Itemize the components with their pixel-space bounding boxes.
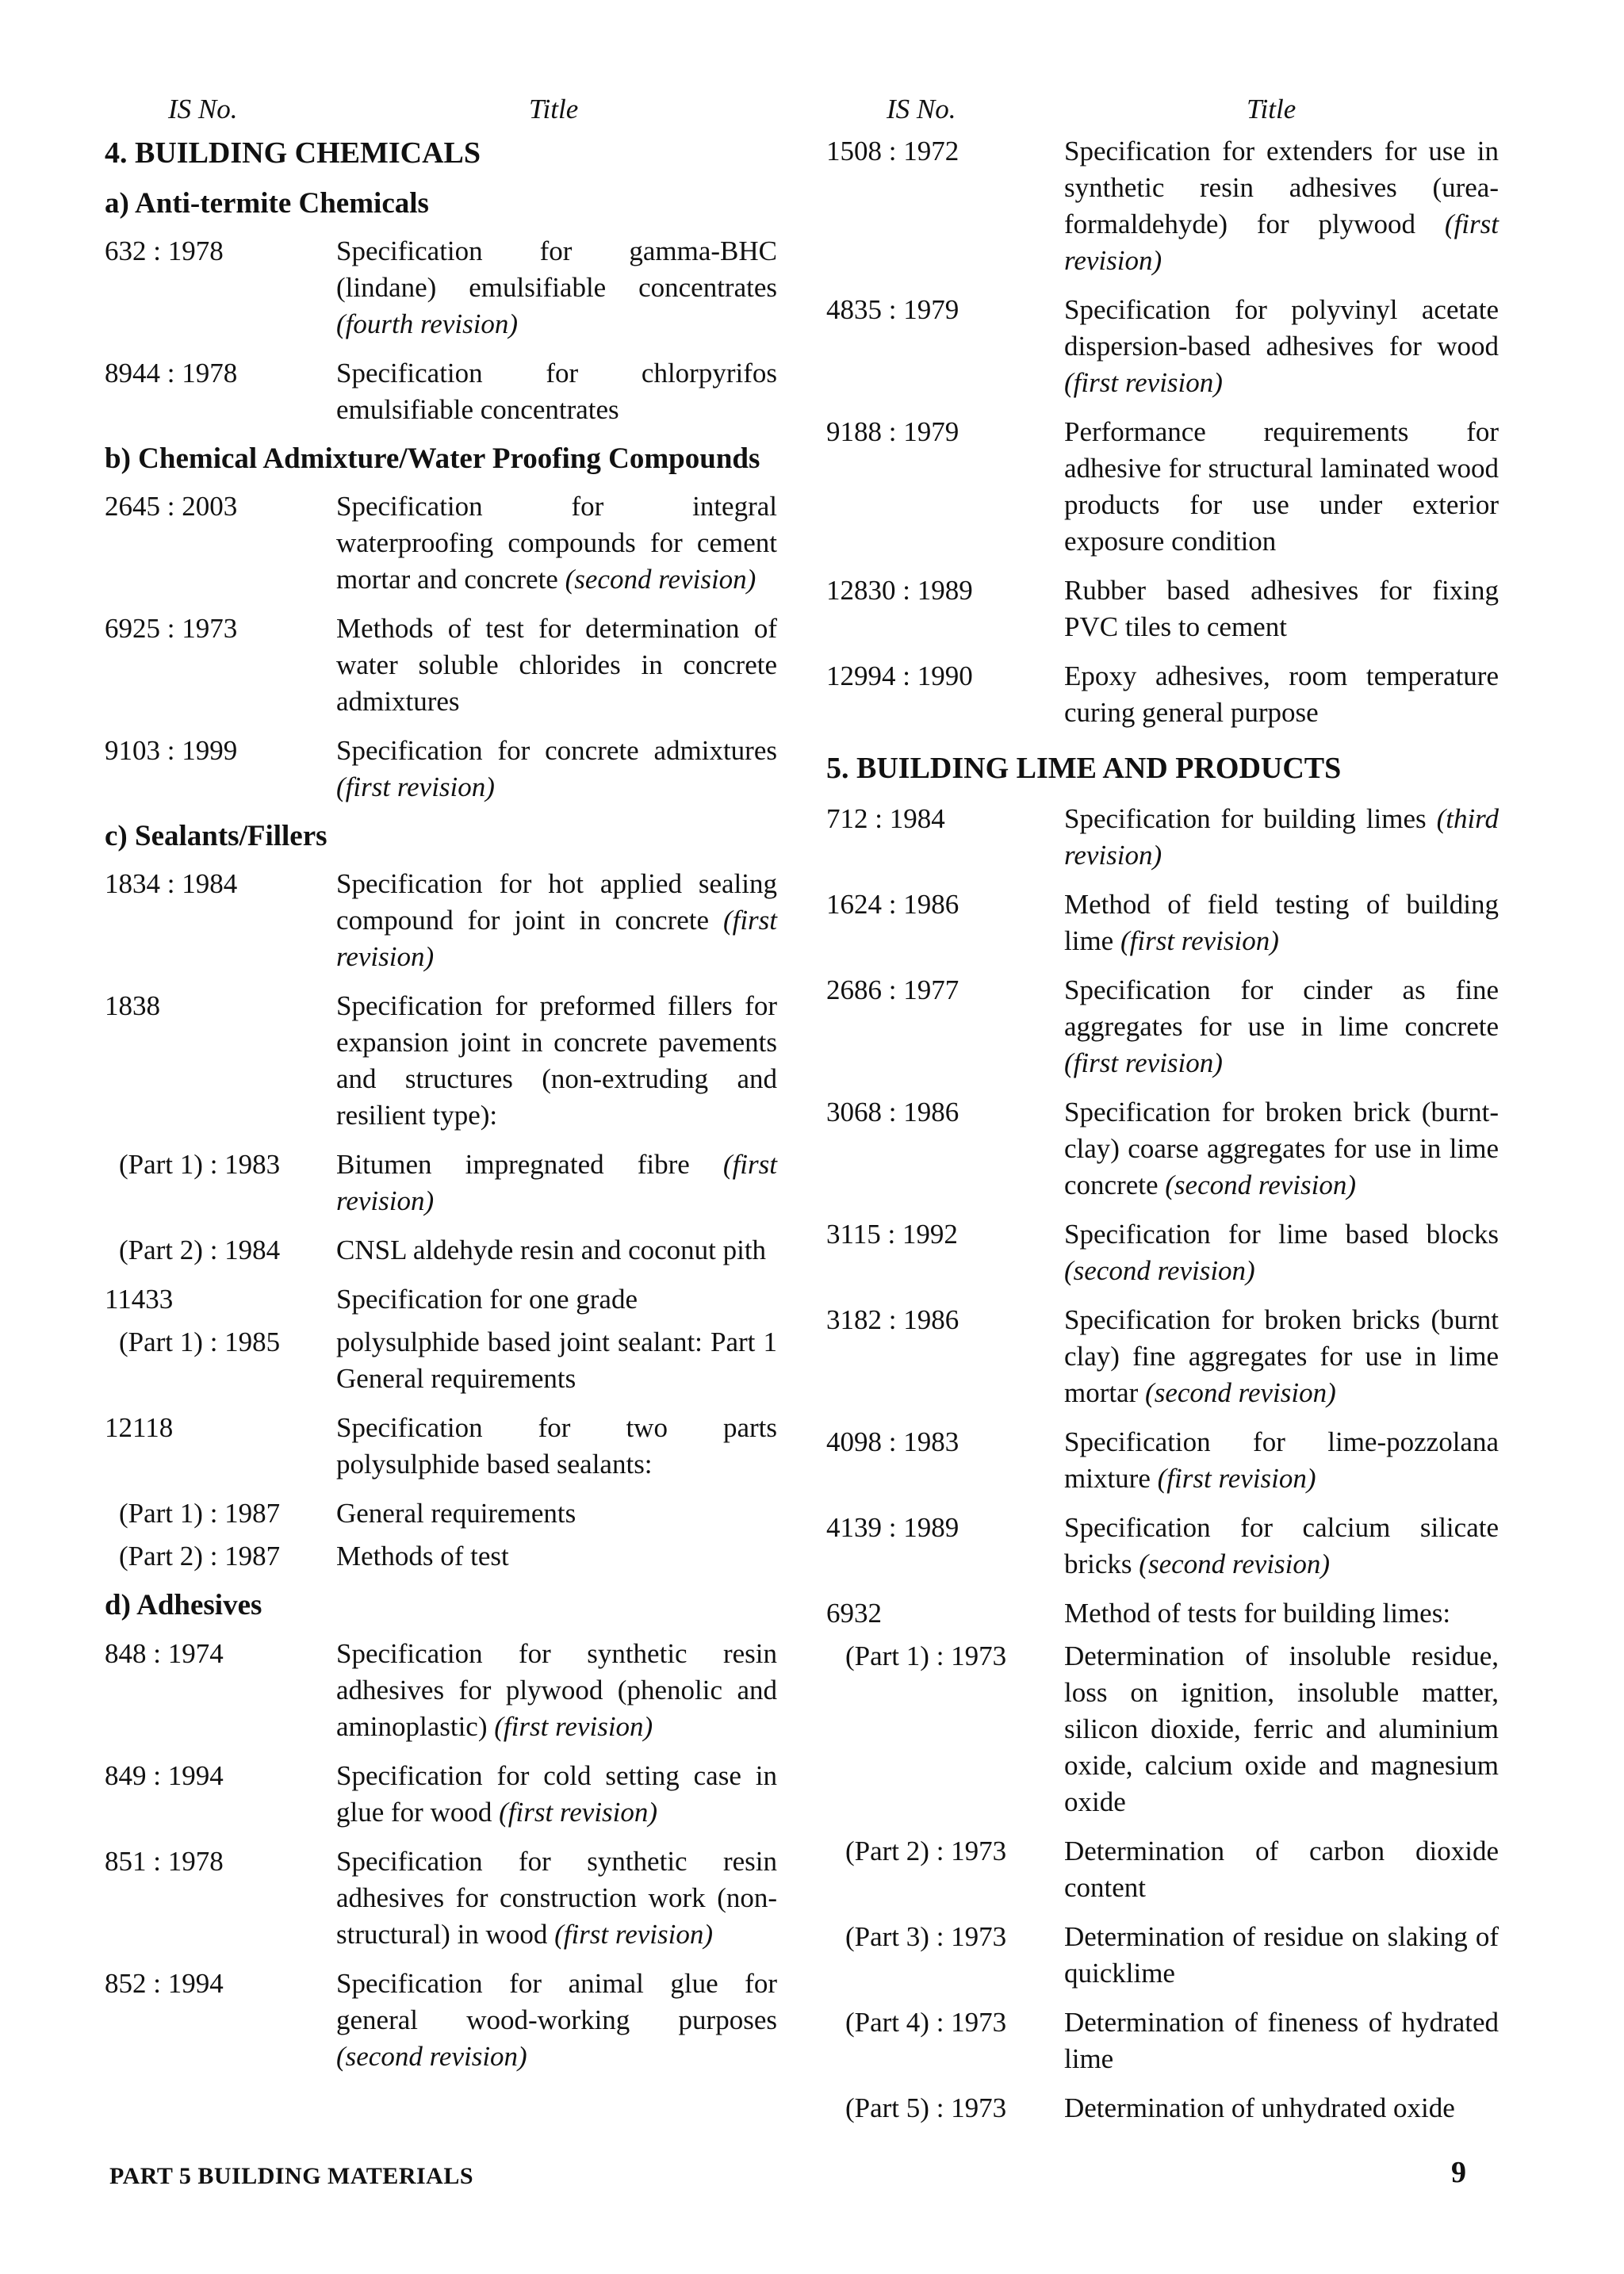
is-number: 3068 : 1986 (826, 1096, 959, 1127)
is-number: 1838 (105, 990, 160, 1022)
standard-title (336, 1147, 777, 1219)
standard-title (1064, 133, 1499, 279)
standard-entry (105, 233, 777, 343)
revision-note: (first revision) (1157, 1462, 1316, 1494)
is-number: 4835 : 1979 (826, 294, 959, 325)
is-number: 1624 : 1986 (826, 888, 959, 920)
title-heading: Title (1247, 94, 1297, 124)
standard-entry (826, 1833, 1499, 1906)
title-text: Specification for calcium silicate bricks (1064, 1511, 1499, 1579)
standard-title (336, 1495, 777, 1532)
title-text: Specification for animal glue for general wood-working purposes (336, 1967, 777, 2035)
subsection-heading: c) Sealants/Fillers (105, 820, 327, 852)
standard-title (336, 488, 777, 598)
standard-title (1064, 1216, 1499, 1289)
standard-entry (105, 1966, 777, 2075)
standard-title (336, 355, 777, 428)
section-heading: 4. BUILDING CHEMICALS (105, 136, 481, 170)
is-number: 12830 : 1989 (826, 575, 973, 606)
title-text: Specification for synthetic resin adhesives for plywood (phenolic and aminoplastic) (336, 1637, 777, 1742)
is-number: (Part 2) : 1973 (845, 1835, 1007, 1866)
standard-entry (105, 1324, 777, 1397)
is-number: 6932 (826, 1597, 882, 1629)
revision-note: (first revision) (1064, 1047, 1223, 1078)
standard-entry (105, 1636, 777, 1745)
standard-entry (826, 2004, 1499, 2077)
title-text: Specification for broken brick (burnt-clay) coarse aggregates for use in lime concrete (1064, 1096, 1499, 1200)
title-text: polysulphide based joint sealant: Part 1 General requirements (336, 1326, 777, 1395)
standard-title (1064, 1595, 1499, 1632)
title-text: General requirements (336, 1498, 576, 1529)
standard-title (336, 1232, 777, 1269)
revision-note: (first revision) (336, 771, 495, 802)
column-header (826, 94, 1499, 133)
subsection-heading: b) Chemical Admixture/Water Proofing Compounds (105, 442, 760, 475)
is-number: (Part 1) : 1985 (119, 1326, 281, 1358)
standard-title (1064, 2090, 1499, 2127)
title-text: Specification for lime based blocks (1064, 1218, 1499, 1250)
revision-note: (second revision) (1064, 1254, 1255, 1286)
standard-title (336, 1324, 777, 1397)
standard-title (1064, 572, 1499, 645)
is-number: (Part 1) : 1973 (845, 1640, 1007, 1671)
standard-entry (826, 1424, 1499, 1497)
is-number: 848 : 1974 (105, 1637, 224, 1669)
is-number: 851 : 1978 (105, 1845, 224, 1877)
standard-entry (105, 1147, 777, 1219)
title-text: Epoxy adhesives, room temperature curing general purpose (1064, 660, 1499, 728)
is-no-heading: IS No. (887, 94, 956, 124)
page-number: 9 (1451, 2156, 1466, 2189)
title-text: Method of field testing of building lime (1064, 888, 1499, 956)
title-text: Rubber based adhesives for fixing PVC tiles to cement (1064, 575, 1499, 642)
standard-title (1064, 972, 1499, 1081)
standard-entry (105, 355, 777, 428)
is-number: 849 : 1994 (105, 1759, 224, 1791)
title-text: Specification for extenders for use in synthetic resin adhesives (urea-formaldehyde) for plywood (1064, 136, 1499, 239)
title-text: Specification for hot applied sealing compound for joint in concrete (336, 868, 777, 936)
standard-title (336, 1410, 777, 1483)
footer-label: PART 5 BUILDING MATERIALS (109, 2163, 474, 2189)
standard-title (1064, 801, 1499, 874)
title-text: Determination of carbon dioxide content (1064, 1835, 1499, 1903)
standard-entry (105, 488, 777, 598)
left-groups (105, 186, 777, 2075)
title-text: Specification for broken bricks (burnt clay) fine aggregates for use in lime mortar (1064, 1304, 1499, 1408)
is-number: 12118 (105, 1412, 174, 1444)
is-number: 1508 : 1972 (826, 136, 959, 167)
revision-note: (second revision) (565, 564, 756, 595)
subsection-heading: d) Adhesives (105, 1589, 262, 1622)
standard-entry (826, 801, 1499, 874)
title-text: Specification for preformed fillers for expansion joint in concrete pavements and structures (non-extruding and resilient type): (336, 990, 777, 1131)
title-text: Specification for cinder as fine aggregates for use in lime concrete (1064, 974, 1499, 1042)
standard-entry (826, 886, 1499, 959)
standard-title (1064, 414, 1499, 560)
revision-note: (second revision) (1165, 1169, 1356, 1200)
title-text: Specification for integral waterproofing compounds for cement mortar and concrete (336, 491, 777, 595)
standard-title (336, 1281, 777, 1318)
standard-entry (826, 572, 1499, 645)
standard-entry (826, 658, 1499, 731)
title-text: Bitumen impregnated fibre (336, 1149, 690, 1181)
title-text: Specification for one grade (336, 1284, 638, 1315)
standard-title (1064, 658, 1499, 731)
column-header (105, 94, 777, 133)
revision-note: (second revision) (1145, 1376, 1336, 1408)
is-number: 9103 : 1999 (105, 735, 238, 766)
subsection-heading: a) Anti-termite Chemicals (105, 186, 429, 220)
title-text: Methods of test for determination of water soluble chlorides in concrete admixtures (336, 613, 777, 717)
title-text: Determination of residue on slaking of quicklime (1064, 1920, 1499, 1989)
is-number: 3115 : 1992 (826, 1218, 958, 1250)
standard-entry (826, 1638, 1499, 1820)
is-number: 12994 : 1990 (826, 660, 973, 691)
standard-entry (826, 1595, 1499, 1632)
revision-note: (first revision) (499, 1796, 658, 1828)
standard-entry (105, 1281, 777, 1318)
is-number: 1834 : 1984 (105, 868, 238, 900)
revision-note: (first revision) (336, 905, 778, 973)
standard-title (1064, 1833, 1499, 1906)
title-text: Determination of insoluble residue, loss on ignition, insoluble matter, silicon dioxide, ferric and aluminium oxide, calcium oxide and magnesium oxide (1064, 1640, 1499, 1817)
standard-entry (826, 1216, 1499, 1289)
revision-note: (first revision) (1064, 209, 1499, 276)
standard-title (336, 1636, 777, 1745)
title-text: Methods of test (336, 1541, 509, 1572)
revision-note: (first revision) (554, 1918, 714, 1950)
title-text: Specification for lime-pozzolana mixture (1064, 1426, 1499, 1494)
is-number: 2686 : 1977 (826, 974, 959, 1005)
title-text: Performance requirements for adhesive for structural laminated wood products for use under exterior exposure condition (1064, 416, 1499, 557)
standard-entry (826, 1510, 1499, 1583)
standard-entry (105, 1538, 777, 1575)
is-number: 3182 : 1986 (826, 1304, 959, 1335)
standard-entry (105, 733, 777, 806)
standard-entry (826, 2090, 1499, 2127)
standard-entry (826, 133, 1499, 279)
standard-entry (105, 1232, 777, 1269)
standard-title (1064, 1424, 1499, 1497)
adhesives-continued-list (826, 133, 1499, 731)
standard-title (1064, 1094, 1499, 1204)
standard-entry (826, 972, 1499, 1081)
revision-note: (fourth revision) (336, 308, 519, 339)
revision-note: (first revision) (336, 1149, 777, 1217)
is-no-heading: IS No. (168, 94, 238, 124)
standard-title (1064, 1638, 1499, 1820)
right-column (826, 94, 1499, 2139)
standard-title (336, 988, 777, 1134)
title-text: Determination of unhydrated oxide (1064, 2092, 1455, 2123)
standard-title (336, 1538, 777, 1575)
title-text: Method of tests for building limes: (1064, 1597, 1451, 1629)
standard-title (336, 1758, 777, 1831)
lime-products-list (826, 801, 1499, 2127)
standard-entry (826, 1094, 1499, 1204)
title-text: Specification for building limes (1064, 802, 1427, 834)
standard-entry (105, 611, 777, 720)
revision-note: (first revision) (494, 1710, 653, 1742)
revision-note: (first revision) (1064, 367, 1223, 398)
is-number: (Part 4) : 1973 (845, 2006, 1007, 2038)
title-heading: Title (529, 94, 579, 124)
standard-title (1064, 1510, 1499, 1583)
standard-entry (826, 1919, 1499, 1992)
title-text: Specification for two parts polysulphide based sealants: (336, 1412, 777, 1480)
standard-entry (105, 988, 777, 1134)
title-text: Specification for concrete admixtures (336, 735, 777, 766)
title-text: CNSL aldehyde resin and coconut pith (336, 1235, 767, 1266)
revision-note: (second revision) (1139, 1548, 1331, 1579)
is-number: (Part 2) : 1987 (119, 1541, 281, 1572)
standard-title (336, 611, 777, 720)
section-heading: 5. BUILDING LIME AND PRODUCTS (826, 752, 1342, 785)
standard-entry (826, 292, 1499, 401)
is-number: 8944 : 1978 (105, 357, 238, 389)
is-number: (Part 1) : 1987 (119, 1498, 281, 1529)
standard-entry (826, 414, 1499, 560)
title-text: Specification for chlorpyrifos emulsifiable concentrates (336, 357, 777, 425)
title-text: Specification for gamma-BHC (lindane) emulsifiable concentrates (336, 235, 777, 303)
standard-entry (105, 866, 777, 975)
is-number: 712 : 1984 (826, 802, 945, 834)
standard-title (1064, 886, 1499, 959)
is-number: (Part 2) : 1984 (119, 1235, 281, 1266)
title-text: Specification for cold setting case in glue for wood (336, 1759, 777, 1828)
is-number: (Part 3) : 1973 (845, 1920, 1007, 1952)
standard-entry (105, 1495, 777, 1532)
standard-title (1064, 2004, 1499, 2077)
title-text: Specification for synthetic resin adhesives for construction work (non-structural) in wood (336, 1845, 777, 1950)
is-number: (Part 5) : 1973 (845, 2092, 1007, 2123)
title-text: Determination of fineness of hydrated lime (1064, 2006, 1499, 2074)
title-text: Specification for polyvinyl acetate dispersion-based adhesives for wood (1064, 294, 1499, 362)
is-number: 4098 : 1983 (826, 1426, 959, 1457)
is-number: 852 : 1994 (105, 1967, 224, 1999)
is-number: 632 : 1978 (105, 235, 224, 266)
is-number: 9188 : 1979 (826, 416, 959, 447)
revision-note: (third revision) (1064, 802, 1500, 871)
standard-entry (105, 1758, 777, 1831)
standard-title (1064, 1919, 1499, 1992)
standard-title (1064, 292, 1499, 401)
is-number: 6925 : 1973 (105, 613, 238, 644)
is-number: 11433 (105, 1284, 174, 1315)
standard-entry (105, 1410, 777, 1483)
standard-title (336, 1843, 777, 1953)
is-number: 4139 : 1989 (826, 1511, 959, 1543)
standard-title (336, 866, 777, 975)
revision-note: (first revision) (1120, 925, 1279, 956)
standard-title (336, 1966, 777, 2075)
standard-title (336, 733, 777, 806)
standard-title (1064, 1302, 1499, 1411)
standard-title (336, 233, 777, 343)
is-number: (Part 1) : 1983 (119, 1149, 281, 1181)
standard-entry (826, 1302, 1499, 1411)
standard-entry (105, 1843, 777, 1953)
is-number: 2645 : 2003 (105, 491, 238, 522)
revision-note: (second revision) (336, 2040, 527, 2072)
left-column (105, 94, 777, 2088)
